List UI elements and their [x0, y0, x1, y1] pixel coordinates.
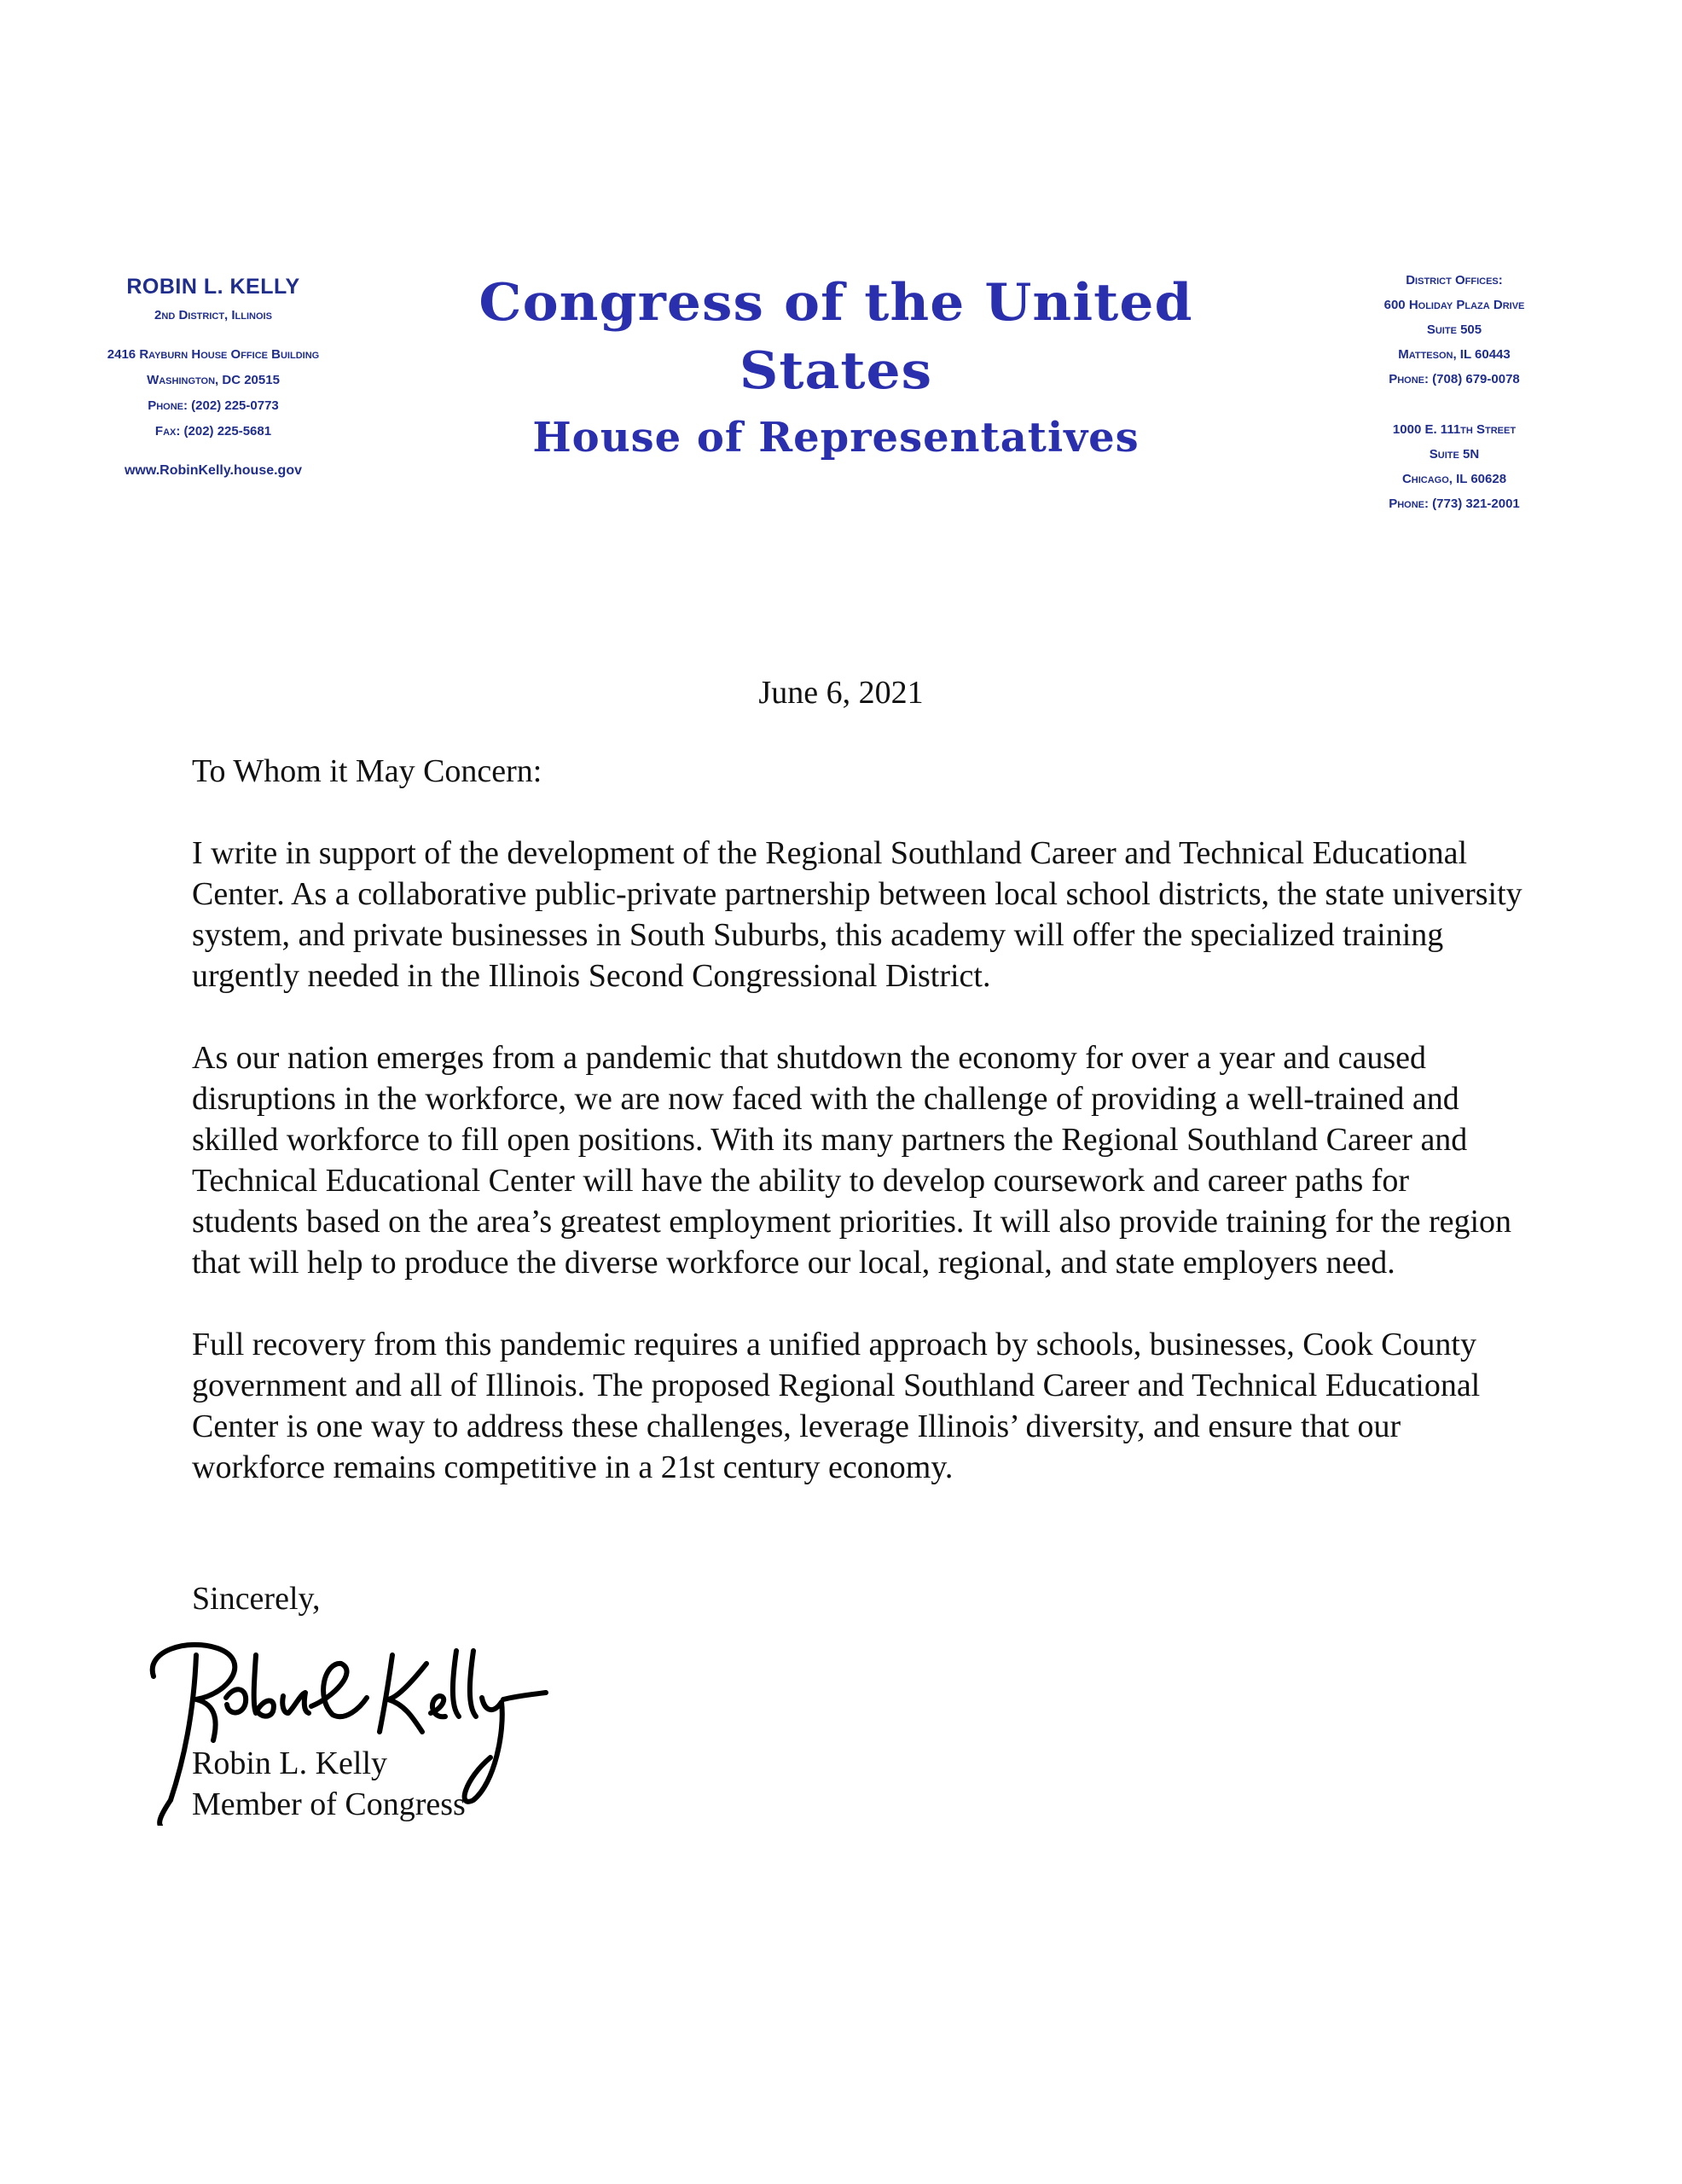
district-label: 2nd District, Illinois	[154, 308, 272, 322]
letterhead-title	[409, 269, 1262, 470]
office2-suite: Suite 5N	[1429, 447, 1480, 462]
letterhead-left	[60, 275, 367, 479]
district-offices-heading: District Offices:	[1406, 273, 1503, 288]
website-link[interactable]: www.RobinKelly.house.gov	[124, 463, 302, 478]
signer-name: Robin L. Kelly	[192, 1745, 388, 1781]
letter-date: June 6, 2021	[758, 675, 924, 711]
office1-phone: Phone: (708) 679-0078	[1389, 372, 1520, 386]
office2-street: 1000 E. 111th Street	[1392, 422, 1517, 437]
paragraph-3: Full recovery from this pandemic requires a unified approach by schools, businesses, Cook County government and all of Illinois. The proposed Regional Southland Career and Technical Educational Center is one way to address these challenges, leverage Illinois’ diversity, and ensure that our workforce remains competitive in a 21st century economy.	[192, 1327, 1481, 1485]
office1-street: 600 Holiday Plaza Drive	[1383, 298, 1525, 312]
dc-fax: Fax: (202) 225-5681	[154, 424, 272, 439]
closing: Sincerely,	[192, 1581, 321, 1617]
office1-suite: Suite 505	[1426, 322, 1482, 337]
representative-name: ROBIN L. KELLY	[126, 275, 300, 299]
house-title: House of Representatives	[532, 414, 1140, 462]
signer-block	[192, 1743, 466, 1825]
letterhead-right	[1339, 268, 1569, 516]
office2-phone: Phone: (773) 321-2001	[1389, 497, 1520, 511]
paragraph-2: As our nation emerges from a pandemic that shutdown the economy for over a year and caused disruptions in the workforce, we are now faced with the challenge of providing a well-trained and skilled workforce to fill open positions. With its many partners the Regional Southland Career and Technical Educational Center will have the ability to develop coursework and career paths for students based on the area’s greatest employment priorities. It will also provide training for the region that will help to produce the diverse workforce our local, regional, and state employers need.	[192, 1040, 1512, 1281]
congress-title: Congress of the United States	[478, 273, 1193, 401]
dc-address-line2: Washington, DC 20515	[147, 373, 280, 387]
dc-phone: Phone: (202) 225-0773	[148, 398, 279, 413]
dc-address-line1: 2416 Rayburn House Office Building	[107, 347, 320, 362]
salutation: To Whom it May Concern:	[192, 753, 542, 789]
paragraph-1: I write in support of the development of the Regional Southland Career and Technical Educational Center. As a collaborative public-private partnership between local school districts, the state university system, and private businesses in South Suburbs, this academy will offer the specialized training urgently needed in the Illinois Second Congressional District.	[192, 835, 1522, 994]
signer-title: Member of Congress	[192, 1786, 466, 1822]
office1-city: Matteson, IL 60443	[1398, 347, 1511, 362]
letter-body	[192, 751, 1522, 1529]
office2-city: Chicago, IL 60628	[1401, 472, 1507, 486]
